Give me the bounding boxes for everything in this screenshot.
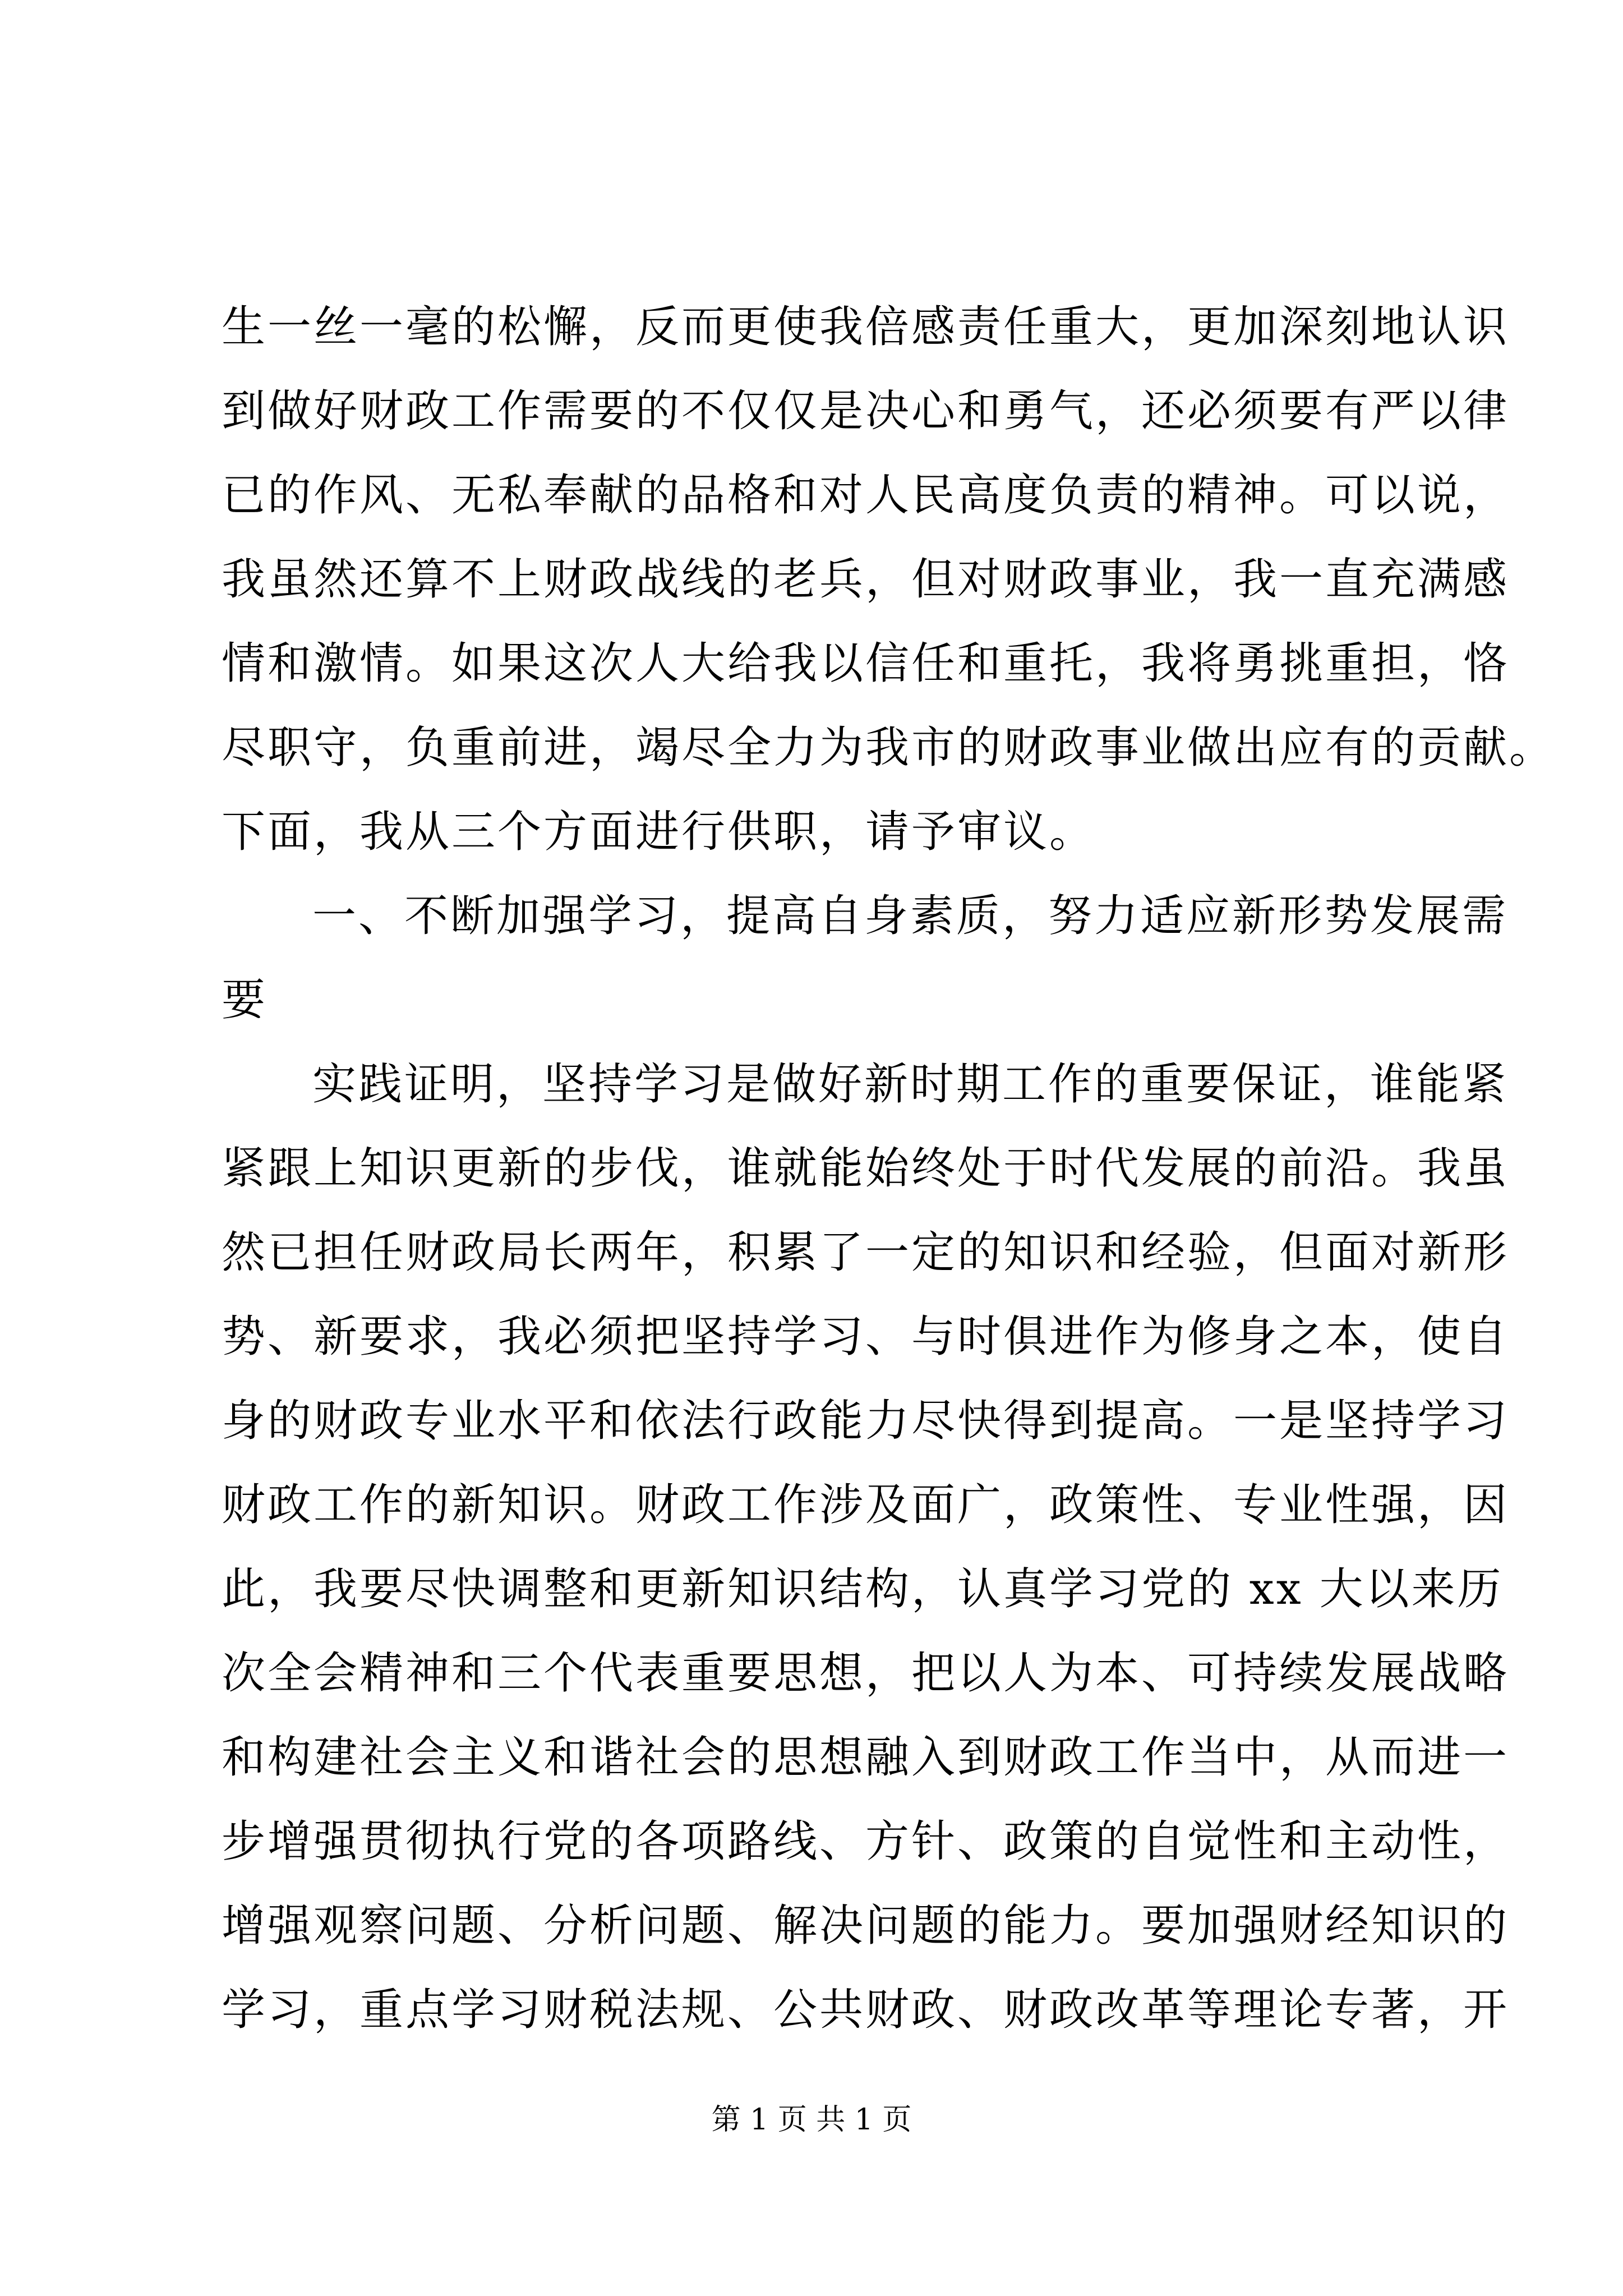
- text-line: 学习，重点学习财税法规、公共财政、财政改革等理论专著，开: [222, 1985, 1510, 2035]
- text-line: 势、新要求，我必须把坚持学习、与时俱进作为修身之本，使自: [222, 1312, 1510, 1362]
- text-line: 和构建社会主义和谐社会的思想融入到财政工作当中，从而进一: [222, 1732, 1510, 1783]
- text-line: 步增强贯彻执行党的各项路线、方针、政策的自觉性和主动性，: [222, 1816, 1510, 1867]
- text-line: 实践证明，坚持学习是做好新时期工作的重要保证，谁能紧: [312, 1059, 1509, 1110]
- text-line: 增强观察问题、分析问题、解决问题的能力。要加强财经知识的: [222, 1901, 1510, 1951]
- text-line: 已的作风、无私奉献的品格和对人民高度负责的精神。可以说，: [222, 470, 1510, 521]
- text-line: 然已担任财政局长两年，积累了一定的知识和经验，但面对新形: [222, 1227, 1510, 1278]
- text-line: 情和激情。如果这次人大给我以信任和重托，我将勇挑重担，恪: [222, 638, 1510, 689]
- text-line: 尽职守，负重前进，竭尽全力为我市的财政事业做出应有的贡献。: [222, 723, 1556, 773]
- text-line: 财政工作的新知识。财政工作涉及面广，政策性、专业性强，因: [222, 1480, 1510, 1530]
- text-line: 身的财政专业水平和依法行政能力尽快得到提高。一是坚持学习: [222, 1396, 1510, 1446]
- section-heading-line: 要: [222, 975, 268, 1025]
- section-heading-line: 一、不断加强学习，提高自身素质，努力适应新形势发展需: [312, 891, 1509, 941]
- text-line: 生一丝一毫的松懈，反而更使我倍感责任重大，更加深刻地认识: [222, 302, 1510, 352]
- text-line: 我虽然还算不上财政战线的老兵，但对财政事业，我一直充满感: [222, 554, 1510, 605]
- page-number: 第 1 页 共 1 页: [711, 2103, 912, 2137]
- text-line: 下面，我从三个方面进行供职，请予审议。: [222, 807, 1096, 857]
- text-line: 次全会精神和三个代表重要思想，把以人为本、可持续发展战略: [222, 1648, 1510, 1699]
- text-line: 到做好财政工作需要的不仅仅是决心和勇气，还必须要有严以律: [222, 386, 1510, 436]
- page-footer: [0, 2100, 1623, 2139]
- text-line: 此，我要尽快调整和更新知识结构，认真学习党的 xx 大以来历: [222, 1564, 1504, 1614]
- body-text: [222, 285, 1556, 2052]
- text-line: 紧跟上知识更新的步伐，谁就能始终处于时代发展的前沿。我虽: [222, 1143, 1510, 1194]
